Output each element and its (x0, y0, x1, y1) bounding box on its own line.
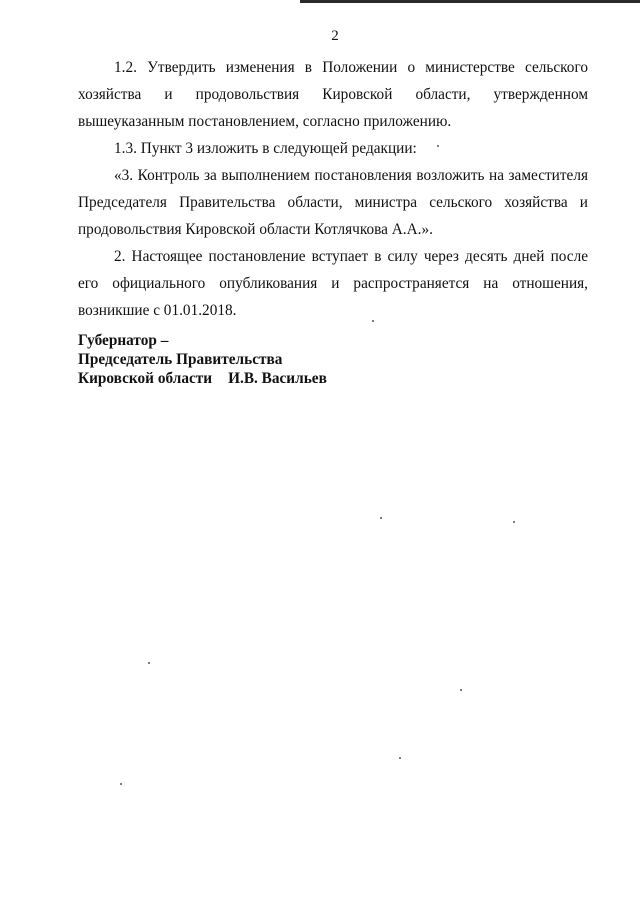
signature-block (78, 331, 327, 388)
scan-speck (437, 145, 439, 147)
scan-edge-line (300, 0, 640, 3)
signature-region: Кировской области (78, 370, 213, 387)
signature-title-chairman: Председатель Правительства (78, 351, 283, 368)
paragraph-quoted-clause: «3. Контроль за выполнением постановления возложить на заместителя Председателя Правительства области, министра сельского хозяйства и продовольствия Кировской области Котлячкова А.А.». (78, 167, 588, 238)
scan-speck (148, 662, 150, 664)
signature-title-governor: Губернатор – (78, 332, 169, 349)
page-number: 2 (331, 28, 339, 44)
scan-speck (380, 517, 382, 519)
scan-speck (372, 320, 374, 322)
scan-speck (399, 757, 401, 759)
scan-speck (513, 521, 515, 523)
signature-title-region (78, 369, 327, 388)
paragraph-1-3: 1.3. Пункт 3 изложить в следующей редакции: (114, 140, 417, 157)
signature-name: И.В. Васильев (228, 370, 327, 387)
document-body (78, 54, 588, 324)
scan-speck (460, 689, 462, 691)
paragraph-1-2: 1.2. Утвердить изменения в Положении о министерстве сельского хозяйства и продовольствия Кировской области, утвержденном вышеуказанным постановлением, согласно приложению. (78, 59, 588, 130)
paragraph-2: 2. Настоящее постановление вступает в силу через десять дней после его официального опубликования и распространяется на отношения, возникшие с 01.01.2018. (78, 248, 588, 319)
scan-speck (120, 783, 122, 785)
